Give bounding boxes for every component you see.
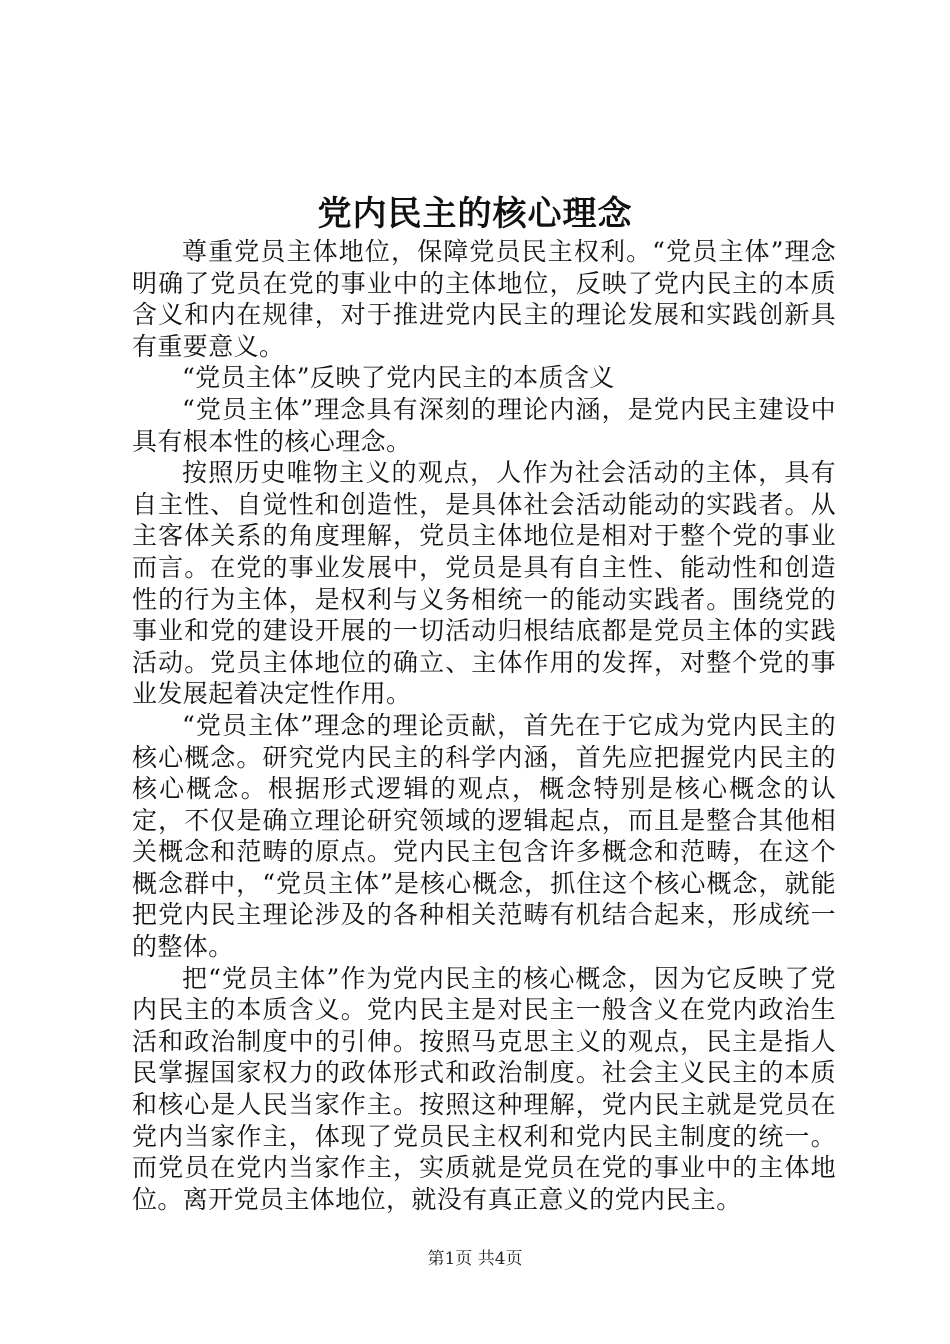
document-title: 党内民主的核心理念 — [317, 194, 633, 234]
paragraph: “党员主体”理念的理论贡献，首先在于它成为党内民主的核心概念。研究党内民主的科学内涵，首先应把握党内民主的核心概念。根据形式逻辑的观点，概念特别是核心概念的认定，不仅是确立理论研究领域的逻辑起点，而且是整合其他相关概念和范畴的原点。党内民主包含许多概念和范畴，在这个概念群中，“党员主体”是核心概念，抓住这个核心概念，就能把党内民主理论涉及的各种相关范畴有机结合起来，形成统一的整体。 — [132, 710, 836, 962]
paragraph: “党员主体”理念具有深刻的理论内涵，是党内民主建设中具有根本性的核心理念。 — [132, 394, 836, 456]
paragraph: 尊重党员主体地位，保障党员民主权利。“党员主体”理念明确了党员在党的事业中的主体地位，反映了党内民主的本质含义和内在规律，对于推进党内民主的理论发展和实践创新具有重要意义。 — [132, 237, 836, 361]
paragraph: 按照历史唯物主义的观点，人作为社会活动的主体，具有自主性、自觉性和创造性，是具体社会活动能动的实践者。从主客体关系的角度理解，党员主体地位是相对于整个党的事业而言。在党的事业发展中，党员是具有自主性、能动性和创造性的行为主体，是权利与义务相统一的能动实践者。围绕党的事业和党的建设开展的一切活动归根结底都是党员主体的实践活动。党员主体地位的确立、主体作用的发挥，对整个党的事业发展起着决定性作用。 — [132, 458, 836, 709]
paragraph: 把“党员主体”作为党内民主的核心概念，因为它反映了党内民主的本质含义。党内民主是对民主一般含义在党内政治生活和政治制度中的引伸。按照马克思主义的观点，民主是指人民掌握国家权力的政体形式和政治制度。社会主义民主的本质和核心是人民当家作主。按照这种理解，党内民主就是党员在党内当家作主，体现了党员民主权利和党内民主制度的统一。而党员在党内当家作主，实质就是党员在党的事业中的主体地位。离开党员主体地位，就没有真正意义的党内民主。 — [132, 963, 836, 1214]
section-heading: “党员主体”反映了党内民主的本质含义 — [182, 363, 615, 393]
page-footer: 第1页 共4页 — [427, 1249, 523, 1269]
document-body — [132, 236, 836, 1215]
